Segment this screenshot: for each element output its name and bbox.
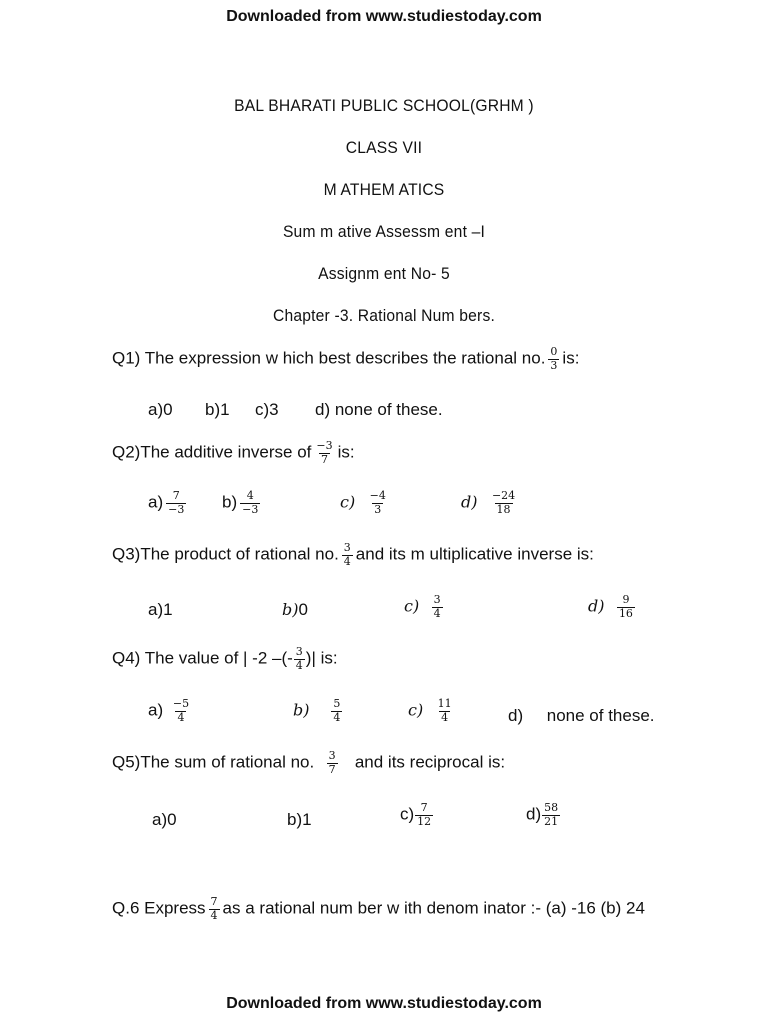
subject-title: M ATHEM ATICS <box>323 180 445 199</box>
question-2-fraction: $\frac{-3}{7}$ <box>316 439 333 466</box>
q3-option-a: a)1 <box>148 600 173 619</box>
question-6-fraction: $\frac{7}{4}$ <box>210 895 218 922</box>
school-name: BAL BHARATI PUBLIC SCHOOL(GRHM ) <box>234 96 534 115</box>
question-2 <box>112 440 355 466</box>
q4-option-a: a) $\frac{-5}{4}$ <box>148 697 190 724</box>
q3-option-d: d) $\frac{9}{16}$ <box>588 593 633 620</box>
q4-option-c: c) $\frac{11}{4}$ <box>408 697 452 724</box>
question-4-text: Q4) The value of | -2 –(- <box>112 648 293 668</box>
assessment-title: Sum m ative Assessm ent –I <box>282 222 486 241</box>
download-banner-top: Downloaded from www.studiestoday.com <box>226 8 542 25</box>
chapter-title: Chapter -3. Rational Num bers. <box>273 306 495 325</box>
q5-option-c: c) $\frac{7}{12}$ <box>400 801 432 828</box>
question-6-text: Q.6 Express <box>112 898 206 918</box>
q1-option-c: c)3 <box>255 400 279 419</box>
q1-option-d: d) none of these. <box>315 400 443 419</box>
q3-option-c: c) $\frac{3}{4}$ <box>404 593 441 620</box>
question-2-text-end: is: <box>337 442 355 462</box>
question-6 <box>112 896 645 922</box>
question-3-text-end: and its m ultiplicative inverse is: <box>355 544 594 564</box>
question-6-text-end: as a rational num ber w ith denom inator :- (a) -16 (b) 24 <box>222 898 645 918</box>
q5-option-a: a)0 <box>152 810 177 829</box>
q5-option-d: d) $\frac{58}{21}$ <box>526 801 559 828</box>
assignment-title: Assignm ent No- 5 <box>318 264 450 283</box>
q1-option-b: b)1 <box>205 400 230 419</box>
class-title: CLASS VII <box>345 138 423 157</box>
question-5-text: Q5)The sum of rational no. <box>112 752 315 772</box>
question-5-fraction: $\frac{3}{7}$ <box>328 749 336 776</box>
q5-option-b: b)1 <box>287 810 312 829</box>
question-1-text: Q1) The expression w hich best describes the rational no. <box>112 348 546 368</box>
q2-option-c: c) $\frac{-4}{3}$ <box>340 489 386 516</box>
q4-option-d: d) none of these. <box>508 706 655 725</box>
q4-option-b: b) $\frac{5}{4}$ <box>293 697 341 724</box>
question-3-text: Q3)The product of rational no. <box>112 544 339 564</box>
q2-option-a: a) $\frac{7}{-3}$ <box>148 489 185 516</box>
question-1 <box>112 346 579 372</box>
question-1-fraction: $\frac{0}{3}$ <box>550 345 558 372</box>
question-2-text: Q2)The additive inverse of <box>112 442 312 462</box>
question-1-text-end: is: <box>562 348 580 368</box>
q3-option-b: b)0 <box>282 600 308 619</box>
question-5 <box>112 750 505 776</box>
q2-option-d: d) $\frac{-24}{18}$ <box>461 489 516 516</box>
q1-option-a: a)0 <box>148 400 173 419</box>
question-4-fraction: $\frac{3}{4}$ <box>295 645 303 672</box>
q2-option-b: b) $\frac{4}{-3}$ <box>222 489 259 516</box>
download-banner-bottom: Downloaded from www.studiestoday.com <box>226 995 542 1012</box>
question-3 <box>112 542 594 568</box>
question-3-fraction: $\frac{3}{4}$ <box>343 541 351 568</box>
question-4 <box>112 646 338 672</box>
question-5-text-end: and its reciprocal is: <box>354 752 506 772</box>
question-4-text-end: )| is: <box>305 648 338 668</box>
